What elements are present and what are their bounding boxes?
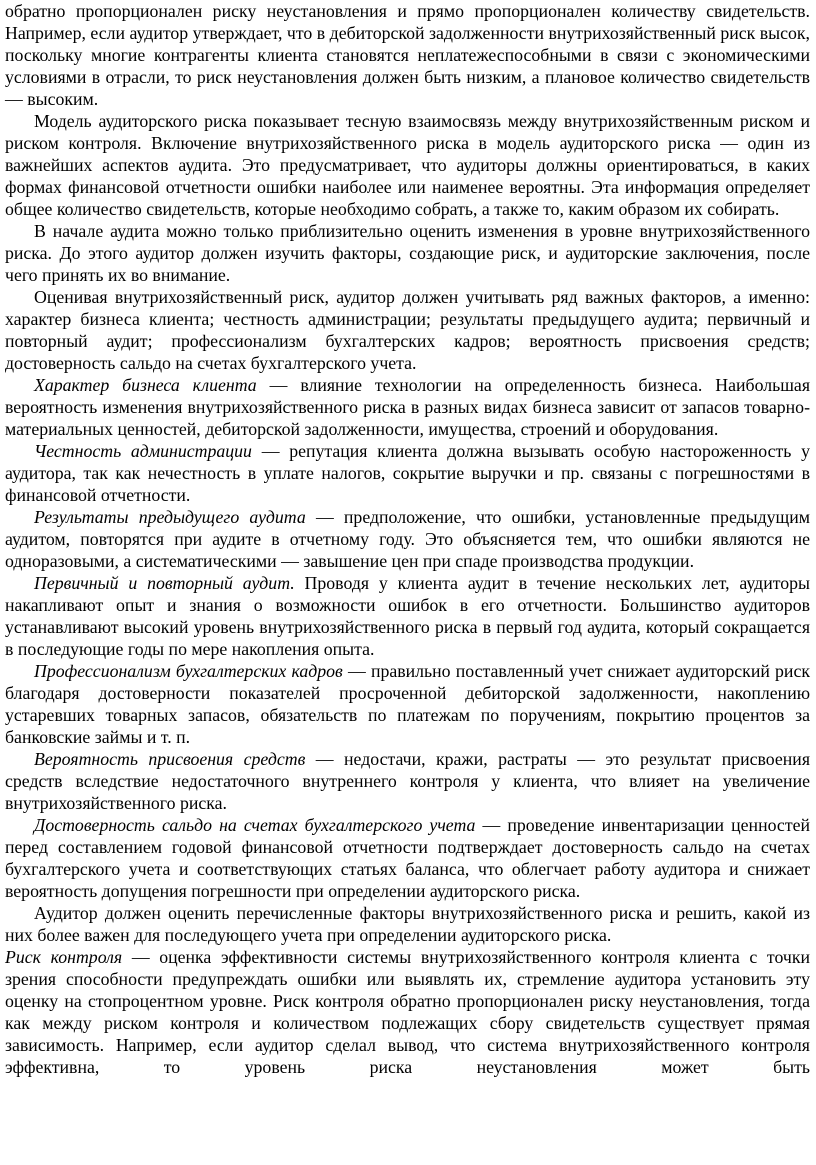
paragraph-2 <box>5 110 810 220</box>
paragraph-lead-term: Характер бизнеса клиента <box>34 375 257 395</box>
paragraph-text: — недостачи, кражи, растраты — это результат присвоения средств вследствие недостаточного внутреннего контроля у клиента, что влияет на увеличение внутрихозяйственного риска. <box>5 749 811 813</box>
paragraph-lead-term: Первичный и повторный аудит. <box>34 573 295 593</box>
paragraph-10 <box>5 748 810 814</box>
paragraph-6 <box>5 440 810 506</box>
paragraph-lead-term: Достоверность сальдо на счетах бухгалтерского учета <box>34 815 476 835</box>
paragraph-text: В начале аудита можно только приблизительно оценить изменения в уровне внутрихозяйственного риска. До этого аудитор должен изучить факторы, создающие риск, и аудиторские заключения, после чего принять их во внимание. <box>5 221 810 285</box>
paragraph-text: Оценивая внутрихозяйственный риск, аудитор должен учитывать ряд важных факторов, а именно: характер бизнеса клиента; честность администрации; результаты предыдущего аудита; первичный и повторный аудит; профессионализм бухгалтерских кадров; вероятность присвоения средств; достоверность сальдо на счетах бухгалтерского учета. <box>5 287 810 373</box>
paragraph-3 <box>5 220 810 286</box>
paragraph-7 <box>5 506 810 572</box>
paragraph-text: — репутация клиента должна вызывать особую настороженность у аудитора, так как нечестность в уплате налогов, сокрытие выручки и пр. связаны с погрешностями в финансовой отчетности. <box>5 441 810 505</box>
paragraph-lead-term: Честность администрации <box>34 441 252 461</box>
paragraph-lead-term: Результаты предыдущего аудита <box>34 507 306 527</box>
paragraph-text: Модель аудиторского риска показывает тесную взаимосвязь между внутрихозяйственным риском и риском контроля. Включение внутрихозяйственного риска в модель аудиторского риска — один из важнейших аспектов аудита. Это предусматривает, что аудиторы должны ориентироваться, в каких формах финансовой отчетности ошибки наиболее или наименее вероятны. Эта информация определяет общее количество свидетельств, которые необходимо собрать, а также то, каким образом их собирать. <box>5 111 810 219</box>
paragraph-lead-term: Профессионализм бухгалтерских кадров <box>34 661 343 681</box>
paragraph-text: — предположение, что ошибки, установленные предыдущим аудитом, повторятся при аудите в отчетному году. Это объясняется тем, что ошибки являются не одноразовыми, а систематическими — завышение цен при спаде производства продукции. <box>5 507 810 571</box>
paragraph-9 <box>5 660 810 748</box>
paragraph-text: обратно пропорционален риску неустановления и прямо пропорционален количеству свидетельств. Например, если аудитор утверждает, что в дебиторской задолженности внутрихозяйственный риск высок, поскольку многие контрагенты клиента становятся неплатежеспособными в связи с экономическими условиями в отрасли, то риск неустановления должен быть низким, а плановое количество свидетельств — высоким. <box>5 1 810 109</box>
paragraph-text: — правильно поставленный учет снижает аудиторский риск благодаря достоверности показателей просроченной дебиторской задолженности, накоплению устаревших товарных запасов, обязательств по платежам по поручениям, покрытию процентов за банковские займы и т. п. <box>5 661 810 747</box>
paragraph-5 <box>5 374 810 440</box>
paragraph-text: — оценка эффективности системы внутрихозяйственного контроля клиента с точки зрения способности предупреждать ошибки или выявлять их, стремление аудитора установить эту оценку на стопроцентном уровне. Риск контроля обратно пропорционален риску неустановления, тогда как между риском контроля и количеством подлежащих сбору свидетельств существует прямая зависимость. Например, если аудитор сделал вывод, что система внутрихозяйственного контроля эффективна, то уровень риска неустановления может быть <box>5 947 810 1077</box>
paragraph-11 <box>5 814 810 902</box>
paragraph-text: — влияние технологии на определенность бизнеса. Наибольшая вероятность изменения внутрихозяйственного риска в разных видах бизнеса зависит от запасов товарно-материальных ценностей, дебиторской задолженности, имущества, строений и оборудования. <box>5 375 811 439</box>
paragraph-1 <box>5 0 810 110</box>
paragraph-lead-term: Вероятность присвоения средств <box>34 749 306 769</box>
paragraph-text: — проведение инвентаризации ценностей перед составлением годовой финансовой отчетности подтверждает достоверность сальдо на счетах бухгалтерского учета и соответствующих статьях баланса, что облегчает работу аудитора и снижает вероятность допущения погрешности при определении аудиторского риска. <box>5 815 810 901</box>
paragraph-lead-term: Риск контроля <box>5 947 123 967</box>
paragraph-4 <box>5 286 810 374</box>
paragraph-text: Аудитор должен оценить перечисленные факторы внутрихозяйственного риска и решить, какой из них более важен для последующего учета при определении аудиторского риска. <box>5 903 810 945</box>
paragraph-text: Проводя у клиента аудит в течение нескольких лет, аудиторы накапливают опыт и знания о возможности ошибок в его отчетности. Большинство аудиторов устанавливают высокий уровень внутрихозяйственного риска в первый год аудита, который сокращается в последующие годы по мере накопления опыта. <box>5 573 810 659</box>
paragraph-8 <box>5 572 810 660</box>
paragraph-13 <box>5 946 810 1078</box>
paragraph-12 <box>5 902 810 946</box>
